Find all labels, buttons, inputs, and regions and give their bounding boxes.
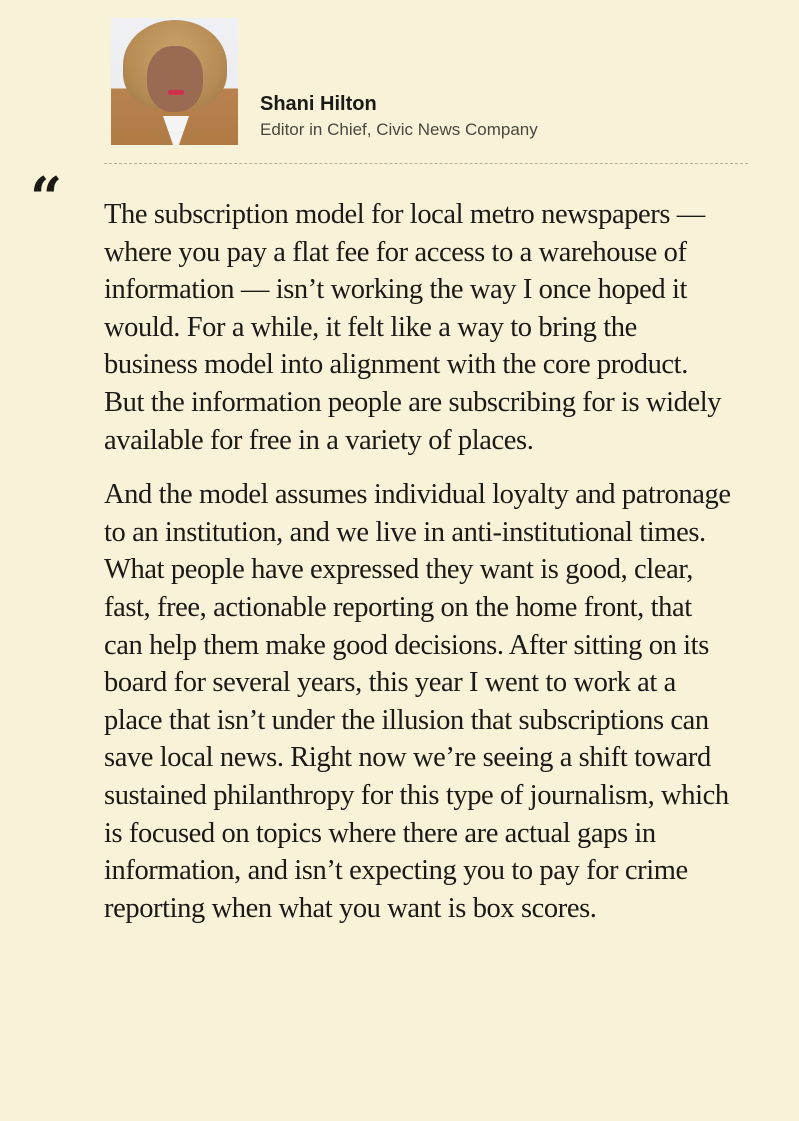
author-block [111,18,538,145]
author-avatar [111,18,238,145]
author-role: Editor in Chief, Civic News Company [260,120,538,139]
avatar-lips [168,90,184,95]
dashed-divider [104,163,748,164]
author-text [260,91,538,143]
author-name: Shani Hilton [260,93,377,115]
quote-body [104,196,734,944]
open-quote-icon: “ [30,165,63,231]
avatar-face [147,46,203,112]
avatar-shirt [163,116,189,145]
quote-paragraph: The subscription model for local metro newspapers — where you pay a flat fee for access to a warehouse of information — isn’t working the way I once hoped it would. For a while, it felt like a way to bring the business model into alignment with the core product. But the information people are subscribing for is widely available for free in a variety of places. [104,199,722,456]
quote-paragraph: And the model assumes individual loyalty and patronage to an institution, and we live in anti-institutional times. What people have expressed they want is good, clear, fast, free, actionable reporting on the home front, that can help them make good decisions. After sitting on its board for several years, this year I went to work at a place that isn’t under the illusion that subscriptions can save local news. Right now we’re seeing a shift toward sustained philanthropy for this type of journalism, which is focused on topics where there are actual gaps in information, and isn’t expecting you to pay for crime reporting when what you want is box scores. [104,479,731,924]
